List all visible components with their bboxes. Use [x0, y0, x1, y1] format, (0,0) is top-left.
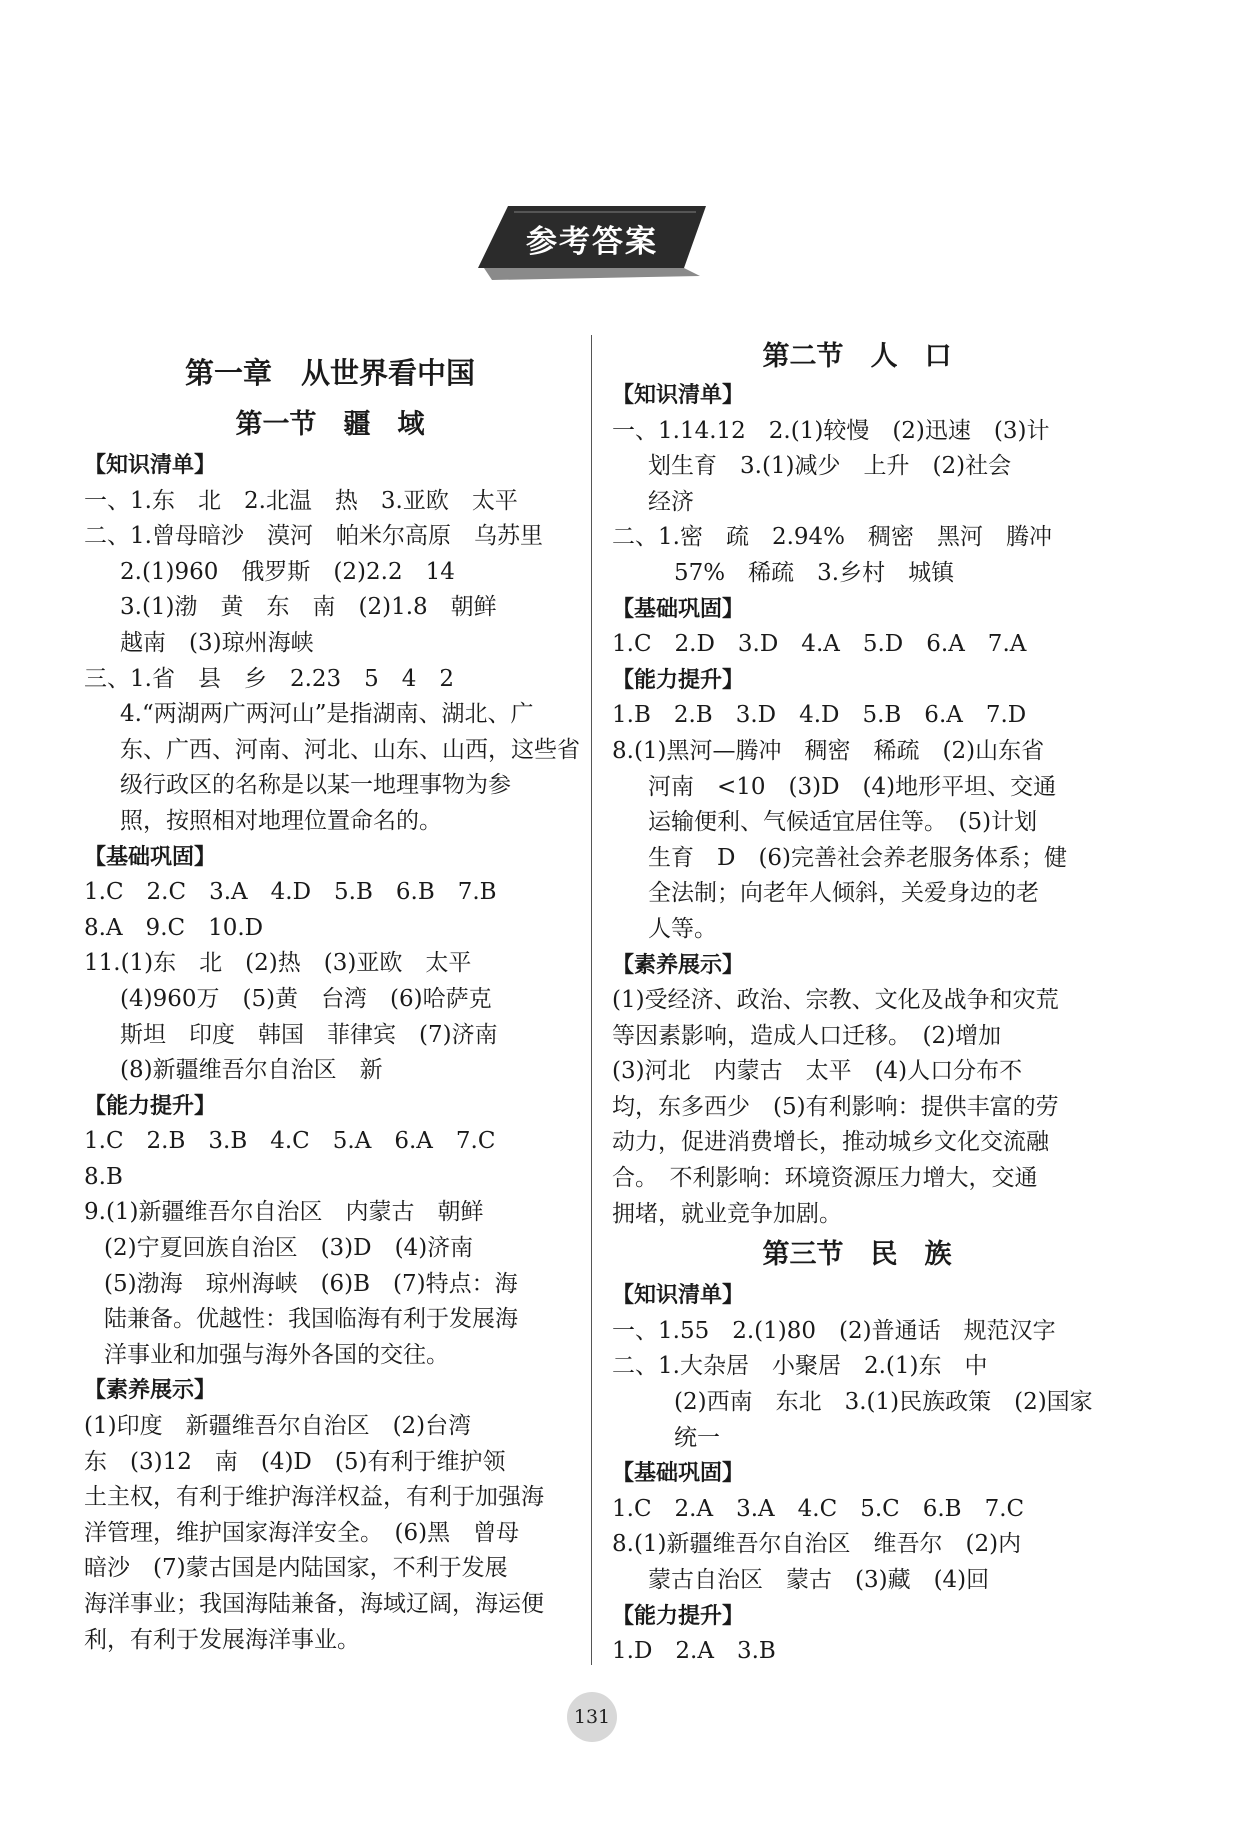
right-column [612, 336, 1102, 1670]
answer-line: 全法制；向老年人倾斜，关爱身边的老 [648, 880, 1039, 907]
answer-line: 二、1.曾母暗沙 漠河 帕米尔高原 乌苏里 [84, 523, 543, 550]
answer-line: (1)印度 新疆维吾尔自治区 (2)台湾 [84, 1413, 472, 1440]
answer-line: 1.D 2.A 3.B [612, 1638, 776, 1665]
block-heading: 【基础巩固】 [612, 596, 745, 622]
answer-line: 人等。 [648, 915, 717, 942]
block-heading: 【能力提升】 [84, 1093, 217, 1119]
answer-line: 统一 [674, 1424, 720, 1451]
answer-line: 1.C 2.B 3.B 4.C 5.A 6.A 7.C [84, 1128, 496, 1155]
answer-line: 3.(1)渤 黄 东 南 (2)1.8 朝鲜 [120, 594, 497, 621]
answer-line: (2)宁夏回族自治区 (3)D (4)济南 [104, 1235, 474, 1262]
answer-line: 生育 D (6)完善社会养老服务体系；健 [648, 844, 1068, 871]
answer-line: 拥堵，就业竞争加剧。 [612, 1200, 842, 1227]
block-heading: 【知识清单】 [612, 383, 745, 408]
answer-line: 8.A 9.C 10.D [84, 914, 264, 941]
answer-line: 1.C 2.C 3.A 4.D 5.B 6.B 7.B [84, 879, 497, 906]
answer-line: 二、1.密 疏 2.94% 稠密 黑河 腾冲 [612, 524, 1053, 551]
answer-line: 57% 稀疏 3.乡村 城镇 [674, 559, 955, 586]
block-heading: 【能力提升】 [612, 1603, 745, 1629]
block-heading: 【能力提升】 [612, 667, 745, 693]
answer-line: 东 (3)12 南 (4)D (5)有利于维护领 [84, 1448, 506, 1475]
answer-banner [478, 206, 706, 282]
answer-line: 斯坦 印度 韩国 菲律宾 (7)济南 [120, 1021, 498, 1048]
answer-line: 4.“两湖两广两河山”是指湖南、湖北、广 [120, 701, 534, 728]
answer-line: 越南 (3)琼州海峡 [120, 629, 314, 656]
block-heading: 【知识清单】 [84, 453, 217, 478]
answer-line: 11.(1)东 北 (2)热 (3)亚欧 太平 [84, 950, 472, 977]
answer-line: 利，有利于发展海洋事业。 [84, 1626, 360, 1653]
answer-line: 1.C 2.D 3.D 4.A 5.D 6.A 7.A [612, 631, 1027, 658]
answer-line: 照，按照相对地理位置命名的。 [120, 807, 442, 834]
answer-line: 级行政区的名称是以某一地理事物为参 [120, 772, 511, 799]
answer-line: 蒙古自治区 蒙古 (3)藏 (4)回 [648, 1567, 990, 1593]
left-answer-blocks [84, 448, 580, 1658]
population-answer-blocks [612, 378, 1102, 1232]
block-heading: 【基础巩固】 [612, 1461, 745, 1487]
answer-line: 一、1.55 2.(1)80 (2)普通话 规范汉字 [612, 1317, 1056, 1344]
section-title-population: 第二节 人 口 [762, 341, 952, 372]
section-title-territory: 第一节 疆 域 [235, 409, 425, 440]
page-number: 131 [567, 1692, 617, 1742]
answer-line: (3)河北 内蒙古 太平 (4)人口分布不 [612, 1058, 1023, 1085]
block-heading: 【知识清单】 [612, 1283, 745, 1309]
answer-line: 土主权，有利于维护海洋权益，有利于加强海 [84, 1484, 544, 1511]
answer-line: 经济 [648, 488, 694, 515]
answer-line: 合。 不利影响：环境资源压力增大，交通 [612, 1165, 1038, 1192]
answer-line: 等因素影响，造成人口迁移。 (2)增加 [612, 1022, 1002, 1049]
answer-line: 洋事业和加强与海外各国的交往。 [104, 1341, 449, 1368]
answer-line: 9.(1)新疆维吾尔自治区 内蒙古 朝鲜 [84, 1199, 484, 1226]
answer-line: 运输便利、气候适宜居住等。 (5)计划 [648, 809, 1038, 836]
block-heading: 【基础巩固】 [84, 844, 217, 870]
answer-line: 一、1.14.12 2.(1)较慢 (2)迅速 (3)计 [612, 417, 1050, 444]
banner-title: 参考答案 [526, 223, 658, 260]
answer-line: 1.B 2.B 3.D 4.D 5.B 6.A 7.D [612, 702, 1027, 729]
block-heading: 【素养展示】 [612, 952, 745, 978]
column-divider [591, 335, 592, 1665]
left-column [84, 348, 580, 1658]
answer-line: 三、1.省 县 乡 2.23 5 4 2 [84, 665, 455, 692]
section-title-ethnicity: 第三节 民 族 [762, 1239, 952, 1271]
answer-line: (1)受经济、政治、宗教、文化及战争和灾荒 [612, 987, 1059, 1014]
answer-line: 二、1.大杂居 小聚居 2.(1)东 中 [612, 1353, 988, 1380]
answer-line: 2.(1)960 俄罗斯 (2)2.2 14 [120, 558, 455, 585]
answer-line: 海洋事业；我国海陆兼备，海域辽阔，海运便 [84, 1591, 544, 1617]
chapter-title: 第一章 从世界看中国 [184, 356, 475, 390]
answer-line: 东、广西、河南、河北、山东、山西，这些省 [120, 736, 580, 763]
answer-line: 8.(1)新疆维吾尔自治区 维吾尔 (2)内 [612, 1531, 1022, 1558]
answer-line: 河南 <10 (3)D (4)地形平坦、交通 [648, 773, 1057, 800]
block-heading: 【素养展示】 [84, 1378, 217, 1404]
answer-line: 均，东多西少 (5)有利影响：提供丰富的劳 [612, 1093, 1059, 1120]
answer-line: 一、1.东 北 2.北温 热 3.亚欧 太平 [84, 487, 518, 514]
answer-line: 8.B [84, 1163, 123, 1190]
answer-line: 8.(1)黑河—腾冲 稠密 稀疏 (2)山东省 [612, 737, 1045, 764]
answer-line: (2)西南 东北 3.(1)民族政策 (2)国家 [674, 1389, 1093, 1416]
answer-line: (5)渤海 琼州海峡 (6)B (7)特点：海 [104, 1270, 518, 1297]
answer-line: 洋管理，维护国家海洋安全。 (6)黑 曾母 [84, 1519, 520, 1546]
answer-line: 陆兼备。优越性：我国临海有利于发展海 [104, 1306, 518, 1333]
answer-line: 暗沙 (7)蒙古国是内陆国家，不利于发展 [84, 1555, 508, 1582]
answer-line: (4)960万 (5)黄 台湾 (6)哈萨克 [120, 985, 492, 1012]
ethnicity-answer-blocks [612, 1278, 1102, 1670]
answer-line: 动力，促进消费增长，推动城乡文化交流融 [612, 1129, 1049, 1156]
answer-line: (8)新疆维吾尔自治区 新 [120, 1057, 383, 1084]
answer-line: 划生育 3.(1)减少 上升 (2)社会 [648, 453, 1012, 480]
answer-line: 1.C 2.A 3.A 4.C 5.C 6.B 7.C [612, 1495, 1025, 1522]
